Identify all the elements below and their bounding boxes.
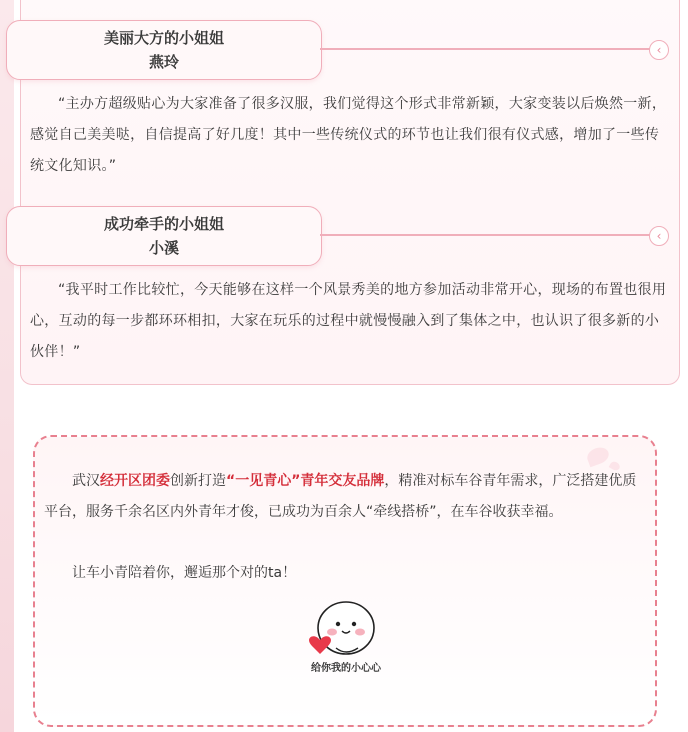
- name-tag-2: [6, 206, 322, 266]
- testimonial-quote-1: “主办方超级贴心为大家准备了很多汉服，我们觉得这个形式非常新颖，大家变装以后焕然一新，感觉自己美美哒，自信提高了好几度！其中一些传统仪式的环节也让我们很有仪式感，增加了一些传统文化知识。”: [30, 96, 667, 174]
- name-tag-name: 燕玲: [148, 53, 179, 71]
- name-tag-name: 小溪: [148, 239, 179, 257]
- sticker-caption: 给你我的小心心: [311, 663, 381, 674]
- chevron-left-icon: ‹: [649, 40, 669, 60]
- highlight-brand: “一见青心”青年交友品牌: [226, 473, 385, 489]
- page-side-strip: [0, 0, 14, 732]
- name-tag-1: [6, 20, 322, 80]
- testimonial-quote-2: “我平时工作比较忙，今天能够在这样一个风景秀美的地方参加活动非常开心，现场的布置也很用心，互动的每一步都环环相扣，大家在玩乐的过程中就慢慢融入到了集体之中，也认识了很多新的小伙伴！”: [30, 282, 667, 360]
- promo-paragraph-1: 武汉经开区团委创新打造“一见青心”青年交友品牌，精准对标车谷青年需求，广泛搭建优质平台，服务千余名区内外青年才俊，已成功为百余人“牵线搭桥”，在车谷收获幸福。: [44, 473, 637, 520]
- tag-divider-line: [320, 48, 650, 50]
- name-tag-title: 美丽大方的小姐姐: [103, 29, 224, 47]
- promo-paragraph-2: 让车小青陪着你，邂逅那个对的ta！: [72, 565, 297, 581]
- chevron-left-icon: ‹: [649, 226, 669, 246]
- name-tag-title: 成功牵手的小姐姐: [103, 215, 224, 233]
- tag-divider-line: [320, 234, 650, 236]
- highlight-org: 经开区团委: [100, 473, 170, 489]
